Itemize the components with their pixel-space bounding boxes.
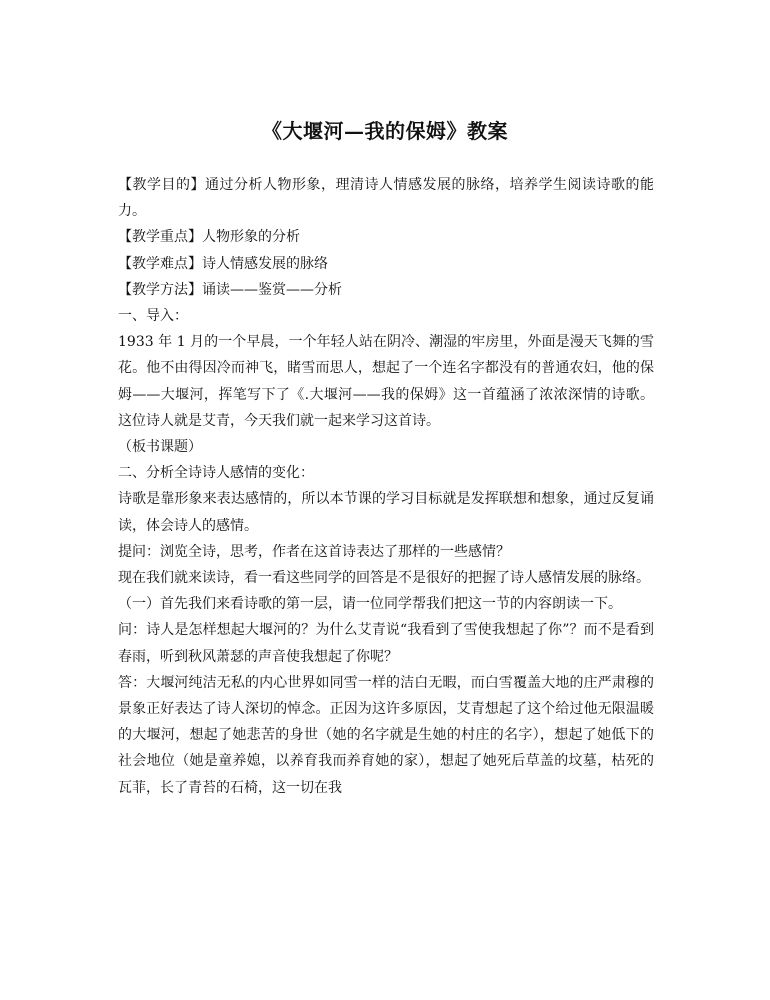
section-heading-intro: 一、导入： [118, 308, 188, 325]
document-body [118, 172, 654, 801]
paragraph-answer: 答：大堰河纯洁无私的内心世界如同雪一样的洁白无暇，而白雪覆盖大地的庄严肃穆的景象正好表达了诗人深切的悼念。正因为这许多原因，艾青想起了这个给过他无限温暖的大堰河，想起了她悲苦的身世（她的名字就是生她的村庄的名字），想起了她低下的社会地位（她是童养媳，以养育我而养育她的家），想起了她死后草盖的坟墓，枯死的瓦菲，长了青苔的石椅，这一切在我 [118, 674, 654, 796]
paragraph-question-1: 提问：浏览全诗，思考，作者在这首诗表达了那样的一些感情？ [118, 543, 510, 560]
paragraph-teaching-method: 【教学方法】诵读——鉴赏——分析 [118, 281, 342, 298]
paragraph-reading: 现在我们就来读诗，看一看这些同学的回答是不是很好的把握了诗人感情发展的脉络。 [118, 570, 650, 587]
section-heading-analysis: 二、分析全诗诗人感情的变化： [118, 465, 314, 482]
paragraph-teaching-difficulty: 【教学难点】诗人情感发展的脉络 [118, 255, 328, 272]
paragraph-analysis-goal: 诗歌是靠形象来表达感情的，所以本节课的学习目标就是发挥联想和想象，通过反复诵读，体会诗人的感情。 [118, 491, 654, 534]
paragraph-teaching-goal: 【教学目的】通过分析人物形象，理清诗人情感发展的脉络，培养学生阅读诗歌的能力。 [118, 177, 654, 220]
paragraph-board-note: （板书课题） [118, 439, 202, 456]
paragraph-first-layer: （一）首先我们来看诗歌的第一层，请一位同学帮我们把这一节的内容朗读一下。 [118, 596, 622, 613]
paragraph-intro: 1933 年 1 月的一个早晨，一个年轻人站在阴冷、潮湿的牢房里，外面是漫天飞舞的雪花。他不由得因冷而神飞，睹雪而思人，想起了一个连名字都没有的普通农妇，他的保姆——大堰河，挥笔写下了《.大堰河——我的保姆》这一首蕴涵了浓浓深情的诗歌。这位诗人就是艾青，今天我们就一起来学习这首诗。 [118, 334, 654, 429]
paragraph-question-2: 问：诗人是怎样想起大堰河的？为什么艾青说“我看到了雪使我想起了你”？而不是看到春雨，听到秋风萧瑟的声音使我想起了你呢？ [118, 622, 654, 665]
document-title: 《大堰河—我的保姆》教案 [262, 119, 508, 143]
paragraph-teaching-focus: 【教学重点】人物形象的分析 [118, 229, 300, 246]
